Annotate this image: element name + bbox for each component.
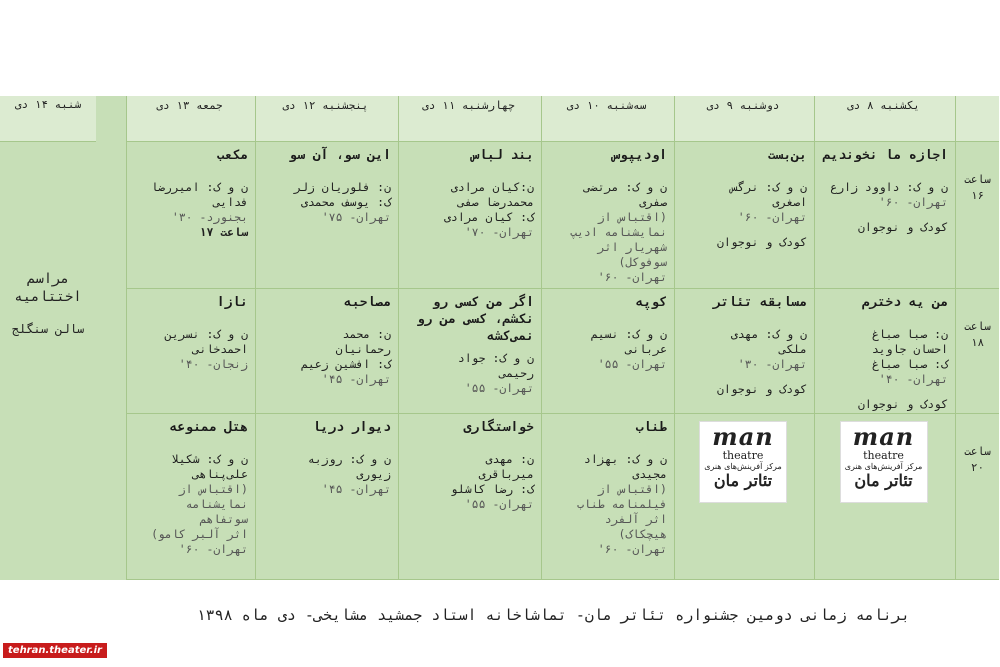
show-credit: محمدرضا صفی	[457, 195, 534, 209]
show-duration: تهران- ۷۵'	[321, 210, 391, 224]
show-cell-thu-20	[255, 414, 398, 580]
show-title: هتل ممنوعه	[169, 420, 248, 435]
show-title: مسابقه تئاتر	[713, 295, 807, 310]
show-cell-tue-16	[541, 142, 674, 289]
show-duration: تهران- ۴۵'	[321, 372, 391, 386]
show-cell-tue-20	[541, 414, 674, 580]
show-credit: ن: محمد	[342, 327, 391, 341]
show-note: نمایشنامه ادیپ	[570, 225, 667, 239]
show-title: بن‌بست	[767, 148, 807, 163]
show-cell-sun-18	[814, 289, 955, 414]
show-title: کوپه	[635, 295, 667, 310]
show-title: مصاحبه	[344, 295, 391, 310]
show-note: سوفوکل)	[618, 255, 667, 269]
show-credit: ن و ک: مرتضی	[583, 180, 667, 194]
show-duration: تهران- ۶۰'	[597, 542, 667, 556]
show-duration: تهران- ۳۰'	[737, 357, 807, 371]
show-credit: ن و ک: شکیلا	[171, 452, 248, 466]
show-credit: مجیدی	[632, 467, 667, 481]
header-thu: پنجشنبه ۱۲ دی	[255, 96, 398, 142]
show-duration: تهران- ۷۰'	[464, 225, 534, 239]
show-credit: ک: کیان مرادی	[443, 210, 534, 224]
show-cell-thu-16	[255, 142, 398, 289]
show-credit: ن و ک: نرگس	[730, 180, 807, 194]
show-cell-sun-16	[814, 142, 955, 289]
show-title: دیوار دریا	[312, 420, 391, 435]
logo-cell-mon-20	[674, 414, 814, 580]
show-credit: ک: رضا کاشلو	[450, 482, 534, 496]
show-cell-tue-18	[541, 289, 674, 414]
logo-subtitle: theatre	[863, 449, 904, 462]
show-duration: تهران- ۶۰'	[597, 270, 667, 284]
show-title: اگر من کسی رو نکشم، کسی من رو نمی‌کشه	[416, 295, 534, 344]
show-duration: تهران- ۴۵'	[321, 482, 391, 496]
show-credit: ن: مهدی	[485, 452, 534, 466]
show-credit: ک: افشین زعیم	[300, 357, 391, 371]
show-cell-fri-16	[126, 142, 255, 289]
show-title: اودیپوس	[612, 148, 667, 163]
header-sun: یکشنبه ۸ دی	[814, 96, 955, 142]
show-credit: ن: فلوریان زلر	[294, 180, 391, 194]
logo-subtitle: theatre	[722, 449, 764, 462]
show-title: بند لباس	[471, 148, 534, 163]
schedule-caption: برنامه زمانی دومین جشنواره تئاتر مان- تماشاخانه استاد جمشید مشایخی- دی ماه ۱۳۹۸	[196, 606, 910, 624]
show-credit: ن و ک: جواد	[457, 351, 534, 365]
show-duration: تهران- ۴۰'	[878, 372, 948, 386]
show-credit: ن: صبا صباغ	[871, 327, 948, 341]
show-credit: ن و ک: بهزاد	[583, 452, 667, 466]
closing-venue: سالن سنگلج	[11, 322, 85, 336]
show-title: اجازه ما نخوندیم	[822, 148, 948, 163]
show-cell-wed-20	[398, 414, 541, 580]
show-credit: علی‌پناهی	[192, 467, 248, 481]
logo-persian-name: تئاتر مان	[713, 471, 773, 490]
show-title: خواستگاری	[463, 420, 534, 435]
show-credit: ن و ک: روزبه	[307, 452, 391, 466]
show-cell-mon-18	[674, 289, 814, 414]
site-watermark: tehran.theater.ir	[3, 643, 107, 658]
logo-center-name: مرکز آفرینش‌های هنری	[844, 462, 923, 471]
show-note: (اقتباس از	[597, 210, 667, 224]
header-fri: جمعه ۱۳ دی	[126, 96, 255, 142]
show-duration: تهران- ۵۵'	[597, 357, 667, 371]
show-duration: تهران- ۵۵'	[464, 497, 534, 511]
show-credit: ک: یوسف محمدی	[300, 195, 391, 209]
header-wed: چهارشنبه ۱۱ دی	[398, 96, 541, 142]
logo-persian-name: تئاتر مان	[854, 471, 913, 490]
show-note: (اقتباس از	[178, 482, 248, 496]
time-16: ساعت ۱۶	[955, 142, 999, 289]
logo-cell-sun-20	[814, 414, 955, 580]
show-title: این سو، آن سو	[289, 148, 391, 163]
show-category: کودک و نوجوان	[716, 382, 807, 396]
show-cell-fri-20	[126, 414, 255, 580]
show-note: نمایشنامه سوتفاهم	[185, 497, 248, 526]
show-credit: اصغری	[772, 195, 807, 209]
show-cell-thu-18	[255, 289, 398, 414]
header-sat: شنبه ۱۴ دی	[0, 96, 96, 142]
show-category: کودک و نوجوان	[857, 220, 948, 234]
closing-title: مراسم اختتامیه	[14, 271, 82, 305]
logo-wordmark: man	[852, 422, 915, 451]
header-mon: دوشنبه ۹ دی	[674, 96, 814, 142]
show-duration: تهران- ۵۵'	[464, 381, 534, 395]
show-cell-mon-16	[674, 142, 814, 289]
show-credit: رحمانیان	[335, 342, 391, 356]
show-note: (اقتباس از	[597, 482, 667, 496]
show-title: من یه دخترم	[861, 295, 948, 310]
time-20: ساعت ۲۰	[955, 414, 999, 580]
show-title: نازا	[216, 295, 248, 310]
schedule-table	[96, 96, 999, 580]
show-credit: احمدخانی	[192, 342, 248, 356]
show-duration: تهران- ۶۰'	[737, 210, 807, 224]
show-note: اثر آلبر کامو)	[151, 527, 248, 541]
show-credit: ملکی	[779, 342, 807, 356]
show-duration: تهران- ۶۰'	[878, 195, 948, 209]
show-note: اثر آلفرد	[604, 512, 667, 526]
header-time	[955, 96, 999, 142]
closing-ceremony-cell	[0, 142, 96, 580]
show-cell-fri-18	[126, 289, 255, 414]
time-18: ساعت ۱۸	[955, 289, 999, 414]
show-duration: بجنورد- ۳۰'	[171, 210, 248, 224]
man-theatre-logo	[840, 421, 928, 503]
header-tue: سه‌شنبه ۱۰ دی	[541, 96, 674, 142]
show-credit: ک: صبا صباغ	[871, 357, 948, 371]
show-note: شهریار اثر	[597, 240, 667, 254]
show-credit: زیوری	[356, 467, 391, 481]
show-duration: تهران- ۶۰'	[178, 542, 248, 556]
show-cell-wed-18	[398, 289, 541, 414]
show-duration: زنجان- ۴۰'	[178, 357, 248, 371]
show-note: فیلمنامه طناب	[576, 497, 667, 511]
show-credit: ن و ک: نسرین	[164, 327, 248, 341]
show-credit: میرباقری	[478, 467, 534, 481]
show-credit: رحیمی	[499, 366, 534, 380]
logo-wordmark: man	[712, 422, 774, 451]
show-credit: عربانی	[625, 342, 667, 356]
show-credit: ن و ک: امیررضا	[151, 180, 248, 194]
show-credit: ن:کیان مرادی	[450, 180, 534, 194]
show-title: طناب	[635, 420, 667, 435]
show-title: مکعب	[216, 148, 248, 163]
show-category: کودک و نوجوان	[857, 397, 948, 411]
man-theatre-logo	[699, 421, 787, 503]
logo-center-name: مرکز آفرینش‌های هنری	[704, 462, 782, 471]
show-credit: صفری	[639, 195, 667, 209]
show-category: کودک و نوجوان	[716, 235, 807, 249]
show-cell-wed-16	[398, 142, 541, 289]
show-credit: احسان جاوید	[871, 342, 948, 356]
show-time-note: ساعت ۱۷	[199, 225, 248, 239]
show-credit: ن و ک: داوود زارع	[830, 180, 948, 194]
show-credit: ن و ک: مهدی	[730, 327, 807, 341]
show-credit: فدایی	[213, 195, 248, 209]
show-credit: ن و ک: نسیم	[590, 327, 667, 341]
show-note: هیچکاک)	[618, 527, 667, 541]
